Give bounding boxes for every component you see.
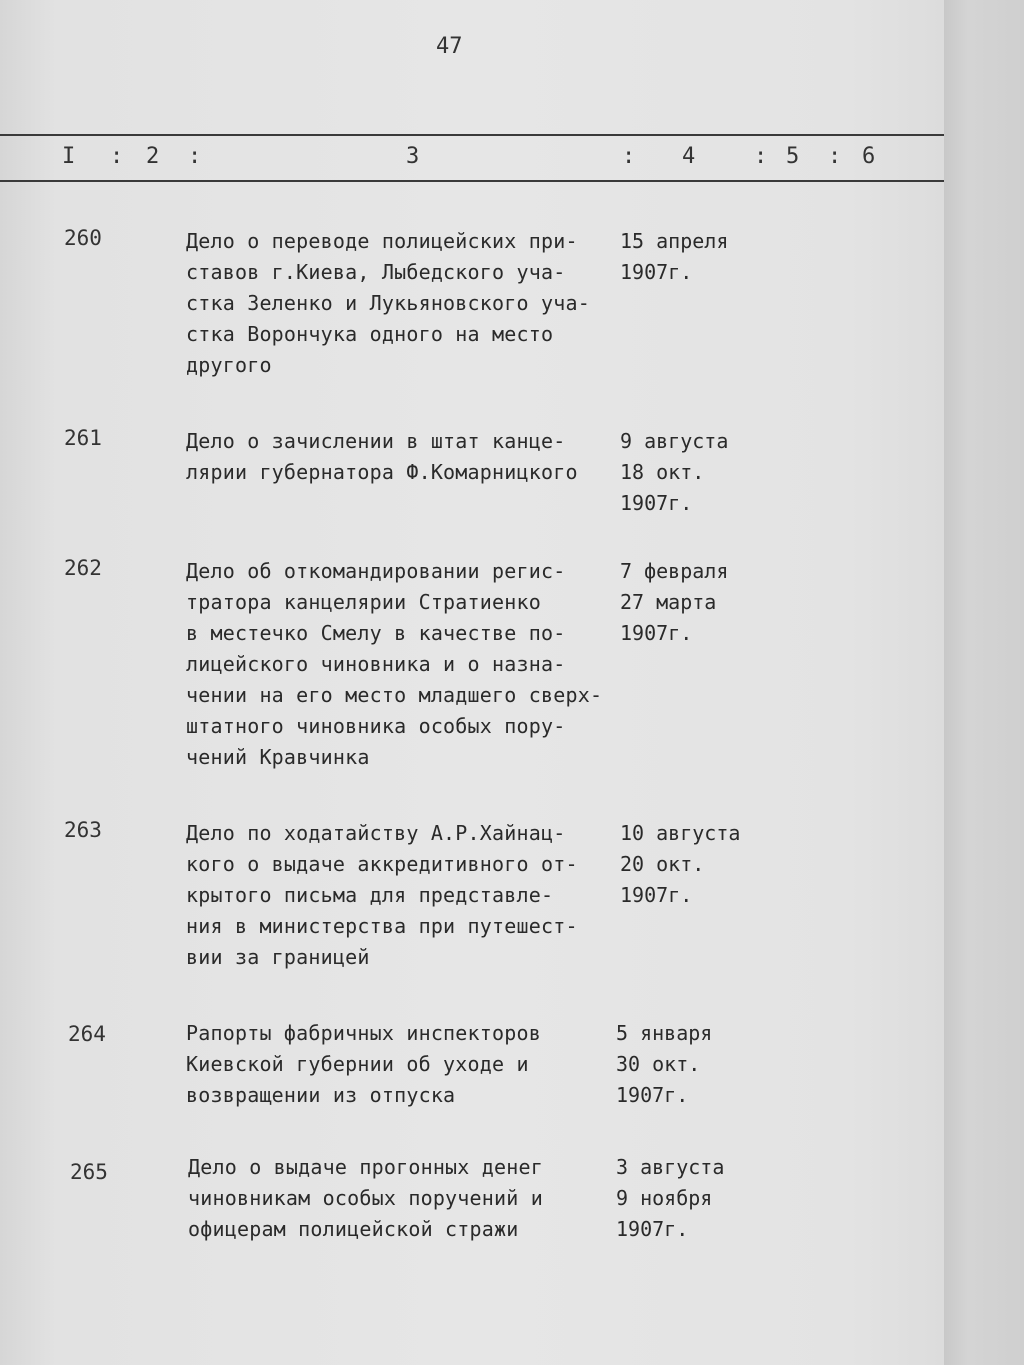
title-line: вии за границей — [186, 945, 370, 969]
page-number: 47 — [436, 34, 463, 59]
date-line: 10 августа — [620, 821, 741, 845]
column-header-6: 6 — [862, 144, 876, 169]
title-line: крытого письма для представле- — [186, 883, 554, 907]
underlying-page-edge — [944, 0, 1024, 1365]
entry-dates — [616, 1018, 776, 1111]
title-line: стка Зеленко и Лукьяновского уча- — [186, 291, 590, 315]
title-line: другого — [186, 353, 272, 377]
title-line: ставов г.Киева, Лыбедского уча- — [186, 260, 566, 284]
title-line: чений Кравчинка — [186, 745, 370, 769]
entry-dates — [620, 226, 780, 288]
header-rule-top — [0, 134, 944, 136]
entry-dates — [616, 1152, 776, 1245]
header-rule-bottom — [0, 180, 944, 182]
entry-title — [186, 226, 618, 381]
title-line: Дело о зачислении в штат канце- — [186, 429, 566, 453]
date-line: 9 ноября — [616, 1186, 713, 1210]
title-line: Киевской губернии об уходе и — [186, 1052, 529, 1076]
date-line: 1907г. — [620, 260, 693, 284]
date-line: 1907г. — [620, 883, 693, 907]
title-line: возвращении из отпуска — [186, 1083, 456, 1107]
title-line: лицейского чиновника и о назна- — [186, 652, 566, 676]
column-header-1: I — [62, 144, 76, 169]
title-line: Дело по ходатайству А.Р.Хайнац- — [186, 821, 566, 845]
title-line: Рапорты фабричных инспекторов — [186, 1021, 541, 1045]
entry-title — [186, 1018, 618, 1111]
title-line: стка Ворончука одного на место — [186, 322, 554, 346]
column-header-5: 5 — [786, 144, 800, 169]
date-line: 30 окт. — [616, 1052, 701, 1076]
column-separator: : — [828, 144, 842, 169]
date-line: 20 окт. — [620, 852, 705, 876]
entry-dates — [620, 426, 780, 519]
date-line: 18 окт. — [620, 460, 705, 484]
title-line: тратора канцелярии Стратиенко — [186, 590, 541, 614]
date-line: 9 августа — [620, 429, 729, 453]
title-line: в местечко Смелу в качестве по- — [186, 621, 566, 645]
entry-dates — [620, 556, 780, 649]
entry-number: 265 — [70, 1160, 108, 1184]
date-line: 7 февраля — [620, 559, 729, 583]
entry-title — [188, 1152, 620, 1245]
column-separator: : — [110, 144, 124, 169]
date-line: 27 марта — [620, 590, 717, 614]
entry-title — [186, 426, 618, 488]
column-header — [62, 144, 942, 174]
title-line: лярии губернатора Ф.Комарницкого — [186, 460, 578, 484]
column-header-3: 3 — [406, 144, 420, 169]
date-line: 3 августа — [616, 1155, 725, 1179]
title-line: офицерам полицейской стражи — [188, 1217, 519, 1241]
column-header-4: 4 — [682, 144, 696, 169]
date-line: 1907г. — [616, 1217, 689, 1241]
date-line: 15 апреля — [620, 229, 729, 253]
title-line: штатного чиновника особых пору- — [186, 714, 566, 738]
entry-number: 260 — [64, 226, 102, 250]
title-line: Дело об откомандировании регис- — [186, 559, 566, 583]
title-line: Дело о выдаче прогонных денег — [188, 1155, 543, 1179]
title-line: Дело о переводе полицейских при- — [186, 229, 578, 253]
entry-number: 263 — [64, 818, 102, 842]
entry-title — [186, 818, 618, 973]
title-line: кого о выдаче аккредитивного от- — [186, 852, 578, 876]
title-line: ния в министерства при путешест- — [186, 914, 578, 938]
date-line: 5 января — [616, 1021, 713, 1045]
entry-number: 262 — [64, 556, 102, 580]
date-line: 1907г. — [620, 491, 693, 515]
date-line: 1907г. — [620, 621, 693, 645]
entry-number: 261 — [64, 426, 102, 450]
entry-dates — [620, 818, 780, 911]
column-separator: : — [754, 144, 768, 169]
title-line: чении на его место младшего сверх- — [186, 683, 603, 707]
column-separator: : — [188, 144, 202, 169]
entry-title — [186, 556, 618, 773]
column-separator: : — [622, 144, 636, 169]
title-line: чиновникам особых поручений и — [188, 1186, 543, 1210]
column-header-2: 2 — [146, 144, 160, 169]
date-line: 1907г. — [616, 1083, 689, 1107]
entry-number: 264 — [68, 1022, 106, 1046]
